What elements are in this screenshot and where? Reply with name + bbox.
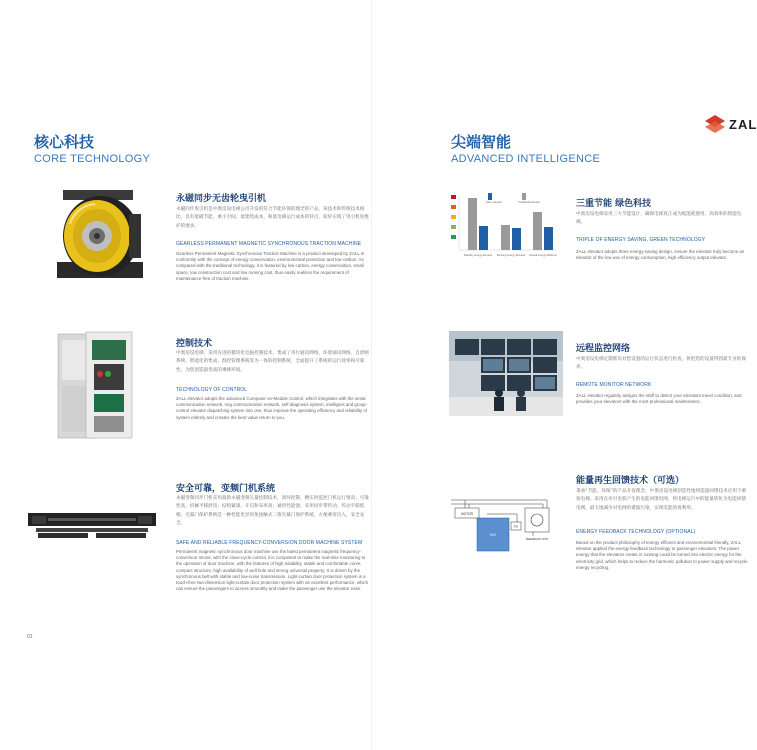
section-subtitle-monitor: REMOTE MONITOR NETWORK	[576, 382, 652, 388]
section-body-en-traction: Gearless Permanent Magnetic Synchronous Traction Machine is a product developed by ZALL in conformity with the concept of energy conservation, environmental protection and low carbon; As compared with the traditional technology, it is featured by low carbon, energy conservation, small space, low construction cost and low running cost, thus easily realizes the requirement of maintenance-free of traction machine.	[176, 251, 365, 281]
section-title-traction: 永磁同步无齿轮曳引机	[176, 194, 267, 204]
section-body-cn-control: 中奥房设电梯，采用先进的模块化电脑控制技术，集成了串行通讯网络、环境通讯网络、自诊断系统、智能化的集成，群控管理系统等为一体的控制系统，全面提升了系统的运行效率和可靠性，为您创造最优质的乘梯环境。	[176, 351, 369, 373]
section-body-en-door: Permanent magnetic synchronous door machine use the latest permanent magnetic frequency-conversion Vector, with the close-cycle control, it is competent to make the real-time monitoring to the operation of door machine, with the features of high reliability, stable and comfortable curve, compact structure, high availability of well hole and strong universal property; It is driven by the synchronous belt with stable and low-noise transmission. Light-curtain door protection system is a touch-free two-dimension light-curtain door protection system with an excellent performance, which can ensure the passengers to access smoothly and make the passenger use the elevator ease.	[176, 549, 369, 592]
section-body-cn-traction: 永磁同步曳引机是中奥房设电梯公司开发的符合节能环保的理念的产品，该技术和传统技术相比，具有低碳节能、重小空间、低建筑成本、和低电梯运行成本的特点，较好实现了曳引机免维护的要求。	[176, 207, 369, 229]
section-subtitle-control: TECHNOLOGY OF CONTROL	[176, 387, 248, 393]
section-subtitle-energy: TRIPLE OF ENERGY SAVING, GREEN TECHNOLOGY	[576, 237, 706, 243]
brand-logo	[703, 113, 757, 135]
section-title-energy: 三重节能 绿色科技	[576, 199, 652, 209]
category-overall: Overall energy efficiency	[528, 254, 558, 257]
logo-text: ZAL	[729, 117, 757, 132]
diagram-label-motor: MOTOR	[461, 512, 473, 516]
bar-overall-zall	[544, 227, 553, 250]
section-body-cn-door: 永磁变频同步门机采用最新永磁变频矢量控制技术，闭环控制，精实时监控门机运行情况；可靠性高，机械平移舒适；结构紧凑，开启和布率高；通用性能强；采用同步带传动，传动平稳低噪，光幕门保护系统是一种性能优异的免接触式二维光幕门保护系统，方便乘客出入，安全安全。	[176, 496, 369, 527]
section-body-cn-monitor: 中奥房设电梯定期派员对您设置的运行状态进行检查，将把您的设备得到最专业的保养。	[576, 357, 746, 371]
logo-mark-icon	[703, 113, 727, 135]
bar-running-zall	[512, 228, 521, 250]
bar-overall-traditional	[533, 212, 542, 250]
energy-chart	[450, 190, 560, 272]
traction-machine-image	[55, 184, 145, 284]
page-number: 01	[27, 634, 33, 640]
legend-zall: ZALL elevator	[486, 201, 503, 204]
energy-feedback-diagram	[447, 488, 557, 553]
category-standby: Standby energy demand	[463, 254, 493, 257]
diagram-label-inv: INV	[490, 533, 496, 537]
section-body-en-energy: ZALL elevator adopts three energy-saving design, ensure the elevator truly become an elevator of the low use of energy consumption, high efficiency output elevator.	[576, 249, 745, 261]
right-title-cn: 尖端智能	[451, 133, 512, 151]
diagram-label-feedback: FEEDBACK UNIT	[525, 537, 549, 541]
section-subtitle-door: SAFE AND RELIABLE FREQUENCY-CONVERSION DOOR MACHINE SYSTEM	[176, 540, 363, 546]
section-title-control: 控制技术	[176, 339, 213, 349]
left-title-en: CORE TECHNOLOGY	[34, 153, 151, 165]
section-subtitle-feedback: ENERGY FEEDBACK TECHNOLOGY (OPTIONAL)	[576, 529, 696, 535]
section-body-cn-feedback: 秉承“节能、环保”的产品开发理念，中奥房设电梯创造性地将能量回馈技术应用于乘客电梯。采用在牵引电机产生的电能回馈电网，将电梯运行中的能量转化为电能回馈电网，最大地减少对电网的谐波污染，实现电能的再利用。	[576, 489, 747, 511]
diagram-label-pg: PG	[513, 524, 519, 529]
section-title-monitor: 远程监控网络	[576, 344, 631, 354]
category-running: Running energy demand	[496, 254, 526, 257]
right-title-en: ADVANCED INTELLIGENCE	[451, 153, 601, 165]
section-body-en-monitor: ZALL elevator regularly assigns the staff to detect your elevators travel condition, and provides your elevators with the most professional maintenance.	[576, 393, 742, 405]
section-body-en-feedback: Based on the product philosophy of energy efficient and environmental friendly, ZALL elevator applied the energy feedback technology to passenger elevators. The power energy that the elevators create in running could be turned into electric energy for the electricity grid, which helps to reduce the harmonic pollution to power supply and recycle energy recycling.	[576, 540, 748, 570]
section-subtitle-traction: GEARLESS PERMANENT MAGNETIC SYNCHRONOUS TRACTION MACHINE	[176, 241, 362, 247]
section-body-cn-energy: 中奥房设电梯采用三大节能设计，确保电梯真正成为低能耗使用、高效率的智能电梯。	[576, 212, 742, 226]
section-body-en-control: ZALL elevator adopts the advanced Computer-on-Module Control, which integrates with the serial communication network, ring communication network, self-diagnosis system, intelligent and group-control elevator dispatching system into one, thus improve the operating efficiency and reliability of system entirely and creates the best value return to you.	[176, 396, 368, 420]
section-title-door: 安全可靠，变频门机系统	[176, 484, 276, 494]
bar-standby-zall	[479, 226, 488, 250]
bar-standby-traditional	[468, 198, 477, 250]
control-cabinet-image	[56, 330, 136, 442]
left-title-cn: 核心科技	[34, 133, 95, 151]
door-machine-image	[28, 511, 156, 541]
bar-running-traditional	[501, 225, 510, 250]
monitor-room-image	[449, 331, 563, 416]
legend-traditional: Traditional elevator	[518, 201, 540, 204]
section-title-feedback: 能量再生回馈技术（可选）	[576, 476, 685, 486]
